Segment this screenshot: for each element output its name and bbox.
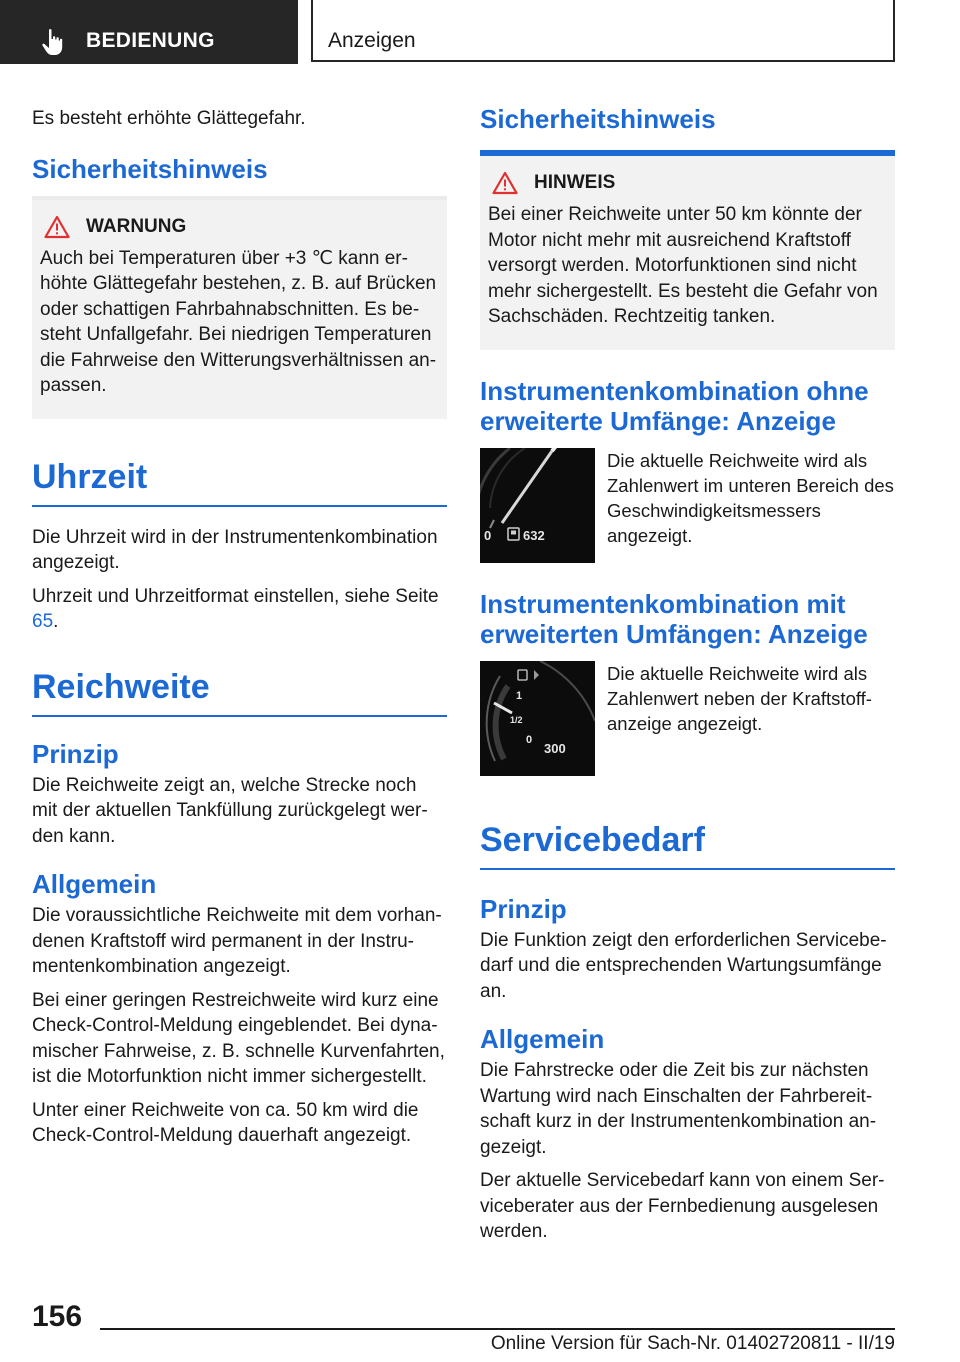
- hand-pointer-icon: [40, 28, 66, 56]
- warning-title: WARNUNG: [86, 215, 187, 237]
- gauge-label-0: 0: [526, 733, 533, 746]
- uhrzeit-text-2: [32, 584, 447, 635]
- reichweite-heading: Reichweite: [32, 667, 447, 717]
- warning-header: [40, 214, 439, 240]
- service-allgemein-text-2: Der aktuelle Servicebedarf kann von einem Ser‐ viceberater aus der Fernbedienung ausgelesen werden.: [480, 1170, 885, 1242]
- warning-triangle-icon: [492, 171, 518, 195]
- note-title: HINWEIS: [534, 172, 616, 193]
- fuel-gauge-image: [480, 661, 595, 776]
- left-column: [32, 104, 447, 1149]
- warning-triangle-icon: [44, 215, 70, 239]
- gauge-label-1: 1: [516, 689, 523, 702]
- reichweite-prinzip-text: Die Reichweite zeigt an, welche Strecke noch mit der aktuellen Tankfüllung zurückgelegt wer‐ den kann.: [32, 774, 428, 847]
- warning-text: Auch bei Temperaturen über +3 ℃ kann er‐ höhte Glättegefahr bestehen, z. B. auf Brücken oder schattigen Fahrbahnabschnitten. Es be‐ steht Unfallgefahr. Bei niedrigen Temperaturen die Fahrweise den Witterungsverhältnissen an‐ passen.: [40, 247, 437, 396]
- speedometer-graphic: [480, 448, 595, 563]
- mit-image-row: [480, 661, 895, 776]
- service-allgemein-text-1: Die Fahrstrecke oder die Zeit bis zur nächsten Wartung wird nach Einschalten der Fahrbereit‐ schaft kurz in der Instrumentenkombination an‐ gezeigt.: [480, 1060, 877, 1158]
- gauge-range-value: 300: [544, 740, 566, 756]
- chapter-tab: [311, 0, 895, 62]
- ohne-image-row: [480, 448, 895, 563]
- note-header: [488, 170, 887, 196]
- uhrzeit-text-2-prefix: Uhrzeit und Uhrzeitformat einstellen, siehe Seite: [32, 585, 439, 607]
- service-prinzip-text: Die Funktion zeigt den erforderlichen Servicebe‐ darf und die entsprechenden Wartungsumfänge an.: [480, 929, 887, 1002]
- intro-text: Es besteht erhöhte Glättegefahr.: [32, 108, 306, 129]
- service-allgemein-heading: Allgemein: [480, 1024, 605, 1054]
- footer-divider: [100, 1328, 895, 1330]
- reichweite-allgemein-text-3: Unter einer Reichweite von ca. 50 km wird die Check-Control-Meldung dauerhaft angezeigt.: [32, 1099, 419, 1146]
- footer-text: Online Version für Sach-Nr. 01402720811 - II/19: [490, 1333, 895, 1354]
- reichweite-allgemein-text-1: Die voraussichtliche Reichweite mit dem vorhan‐ denen Kraftstoff wird permanent in der Instru‐ mentenkombination angezeigt.: [32, 905, 442, 977]
- warning-box: [32, 196, 447, 419]
- section-label: BEDIENUNG: [86, 29, 215, 52]
- ohne-heading: Instrumentenkombination ohne erweiterte Umfänge: Anzeige: [480, 375, 869, 436]
- speedometer-range-value: 632: [523, 527, 545, 543]
- uhrzeit-text-1: Die Uhrzeit wird in der Instrumentenkombination angezeigt.: [32, 526, 438, 573]
- note-text: Bei einer Reichweite unter 50 km könnte der Motor nicht mehr mit ausreichend Kraftstoff versorgt werden. Motorfunktionen sind nicht mehr sichergestellt. Es besteht die Gefahr von Sachschäden. Rechtzeitig tanken.: [488, 204, 878, 327]
- reichweite-allgemein-heading: Allgemein: [32, 869, 157, 899]
- reichweite-allgemein-text-2: Bei einer geringen Restreichweite wird kurz eine Check-Control-Meldung eingeblendet. Bei dyna‐ mischer Fahrweise, z. B. schnelle Kurvenfahrten, ist die Motorfunktion nicht immer sichergestellt.: [32, 989, 445, 1087]
- header-section-tab: [0, 0, 298, 64]
- gauge-label-half: 1/2: [510, 714, 523, 725]
- mit-text: Die aktuelle Reichweite wird als Zahlenwert neben der Kraftstoff‐ anzeige angezeigt.: [607, 662, 872, 734]
- right-column: [480, 104, 895, 1245]
- speedometer-image: [480, 448, 595, 563]
- uhrzeit-text-2-suffix: .: [53, 611, 59, 632]
- service-prinzip-heading: Prinzip: [480, 893, 567, 924]
- reichweite-prinzip-heading: Prinzip: [32, 738, 119, 769]
- mit-heading: Instrumentenkombination mit erweiterten Umfängen: Anzeige: [480, 588, 868, 649]
- uhrzeit-heading: Uhrzeit: [32, 457, 447, 507]
- safety-heading-left: Sicherheitshinweis: [32, 153, 268, 184]
- speedometer-zero-label: 0: [484, 527, 492, 543]
- safety-heading-right: Sicherheitshinweis: [480, 104, 716, 134]
- chapter-label: Anzeigen: [328, 29, 416, 52]
- page-65-link[interactable]: 65: [32, 611, 54, 632]
- ohne-text: Die aktuelle Reichweite wird als Zahlenwert im unteren Bereich des Geschwindigkeitsmessers angezeigt.: [607, 449, 894, 546]
- page-number: 156: [32, 1300, 83, 1333]
- fuel-gauge-graphic: [480, 661, 595, 776]
- note-box: [480, 150, 895, 350]
- service-heading: Servicebedarf: [480, 820, 895, 870]
